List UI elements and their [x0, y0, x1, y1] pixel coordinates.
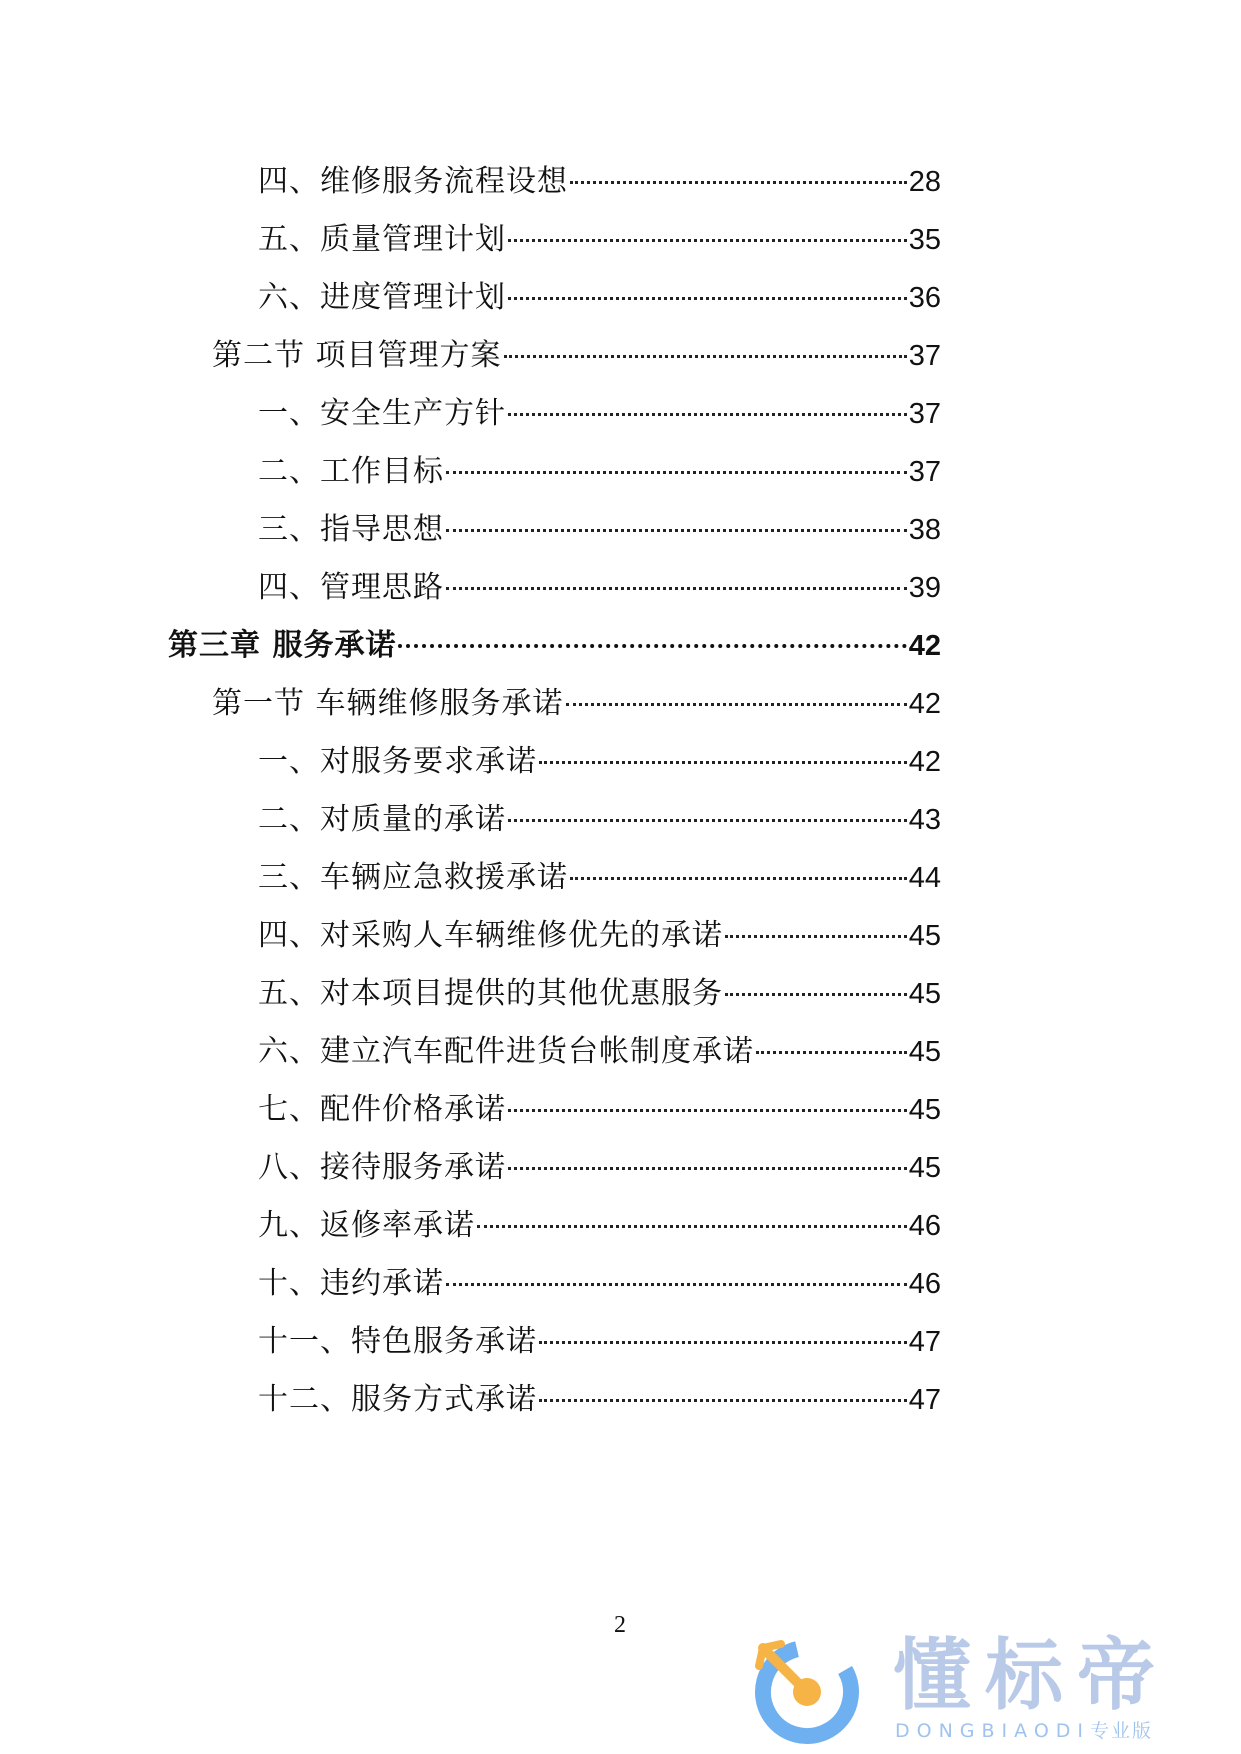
dot-leader — [570, 877, 907, 880]
toc-entry-page: 46 — [908, 1210, 941, 1242]
toc-entry-title: 三、指导思想 — [258, 512, 444, 547]
toc-entry-title: 二、工作目标 — [258, 454, 444, 489]
toc-entry-title: 五、对本项目提供的其他优惠服务 — [258, 976, 723, 1011]
toc-entry[interactable] — [258, 1264, 941, 1304]
toc-entry-page: 36 — [908, 282, 941, 314]
toc-entry-page: 35 — [908, 224, 941, 256]
toc-entry[interactable] — [258, 800, 941, 840]
toc-entry-page: 45 — [908, 920, 941, 952]
dot-leader — [508, 297, 907, 300]
toc-entry-title: 七、配件价格承诺 — [258, 1092, 506, 1127]
toc-entry[interactable] — [258, 916, 941, 956]
target-icon — [745, 1630, 865, 1750]
dot-leader — [539, 1341, 907, 1344]
dot-leader — [477, 1225, 907, 1228]
toc-entry-page: 38 — [908, 514, 941, 546]
toc-entry[interactable] — [258, 1032, 941, 1072]
toc-entry-page: 37 — [908, 456, 941, 488]
toc-entry[interactable] — [258, 742, 941, 782]
toc-entry-title: 四、管理思路 — [258, 570, 444, 605]
toc-entry[interactable] — [258, 278, 941, 318]
toc-entry-page: 42 — [908, 630, 941, 662]
dot-leader — [398, 644, 906, 648]
toc-chapter-entry[interactable] — [168, 626, 941, 666]
toc-entry-title: 二、对质量的承诺 — [258, 802, 506, 837]
dot-leader — [508, 819, 907, 822]
watermark-subtitle — [895, 1718, 1153, 1744]
toc-entry[interactable] — [212, 336, 941, 376]
toc-entry-page: 43 — [908, 804, 941, 836]
toc-entry-title: 六、进度管理计划 — [258, 280, 506, 315]
toc-entry[interactable] — [258, 1090, 941, 1130]
toc-entry[interactable] — [258, 568, 941, 608]
toc-entry-title: 五、质量管理计划 — [258, 222, 506, 257]
dot-leader — [508, 239, 907, 242]
toc-entry[interactable] — [258, 1206, 941, 1246]
page-number: 2 — [614, 1612, 626, 1638]
watermark-latin: DONGBIAODI — [895, 1720, 1091, 1742]
toc-entry[interactable] — [258, 394, 941, 434]
toc-entry[interactable] — [258, 1322, 941, 1362]
dot-leader — [446, 1283, 907, 1286]
toc-entry-page: 42 — [908, 688, 941, 720]
toc-entry-page: 45 — [908, 1036, 941, 1068]
toc-entry-title: 第一节 车辆维修服务承诺 — [212, 686, 564, 721]
toc-entry-title: 一、对服务要求承诺 — [258, 744, 537, 779]
toc-entry[interactable] — [258, 220, 941, 260]
dot-leader — [446, 587, 907, 590]
watermark-brand: 懂标帝 — [893, 1631, 1170, 1721]
watermark-edition: 专业版 — [1090, 1720, 1154, 1742]
toc-entry-title: 第二节 项目管理方案 — [212, 338, 502, 373]
toc-entry[interactable] — [258, 1380, 941, 1420]
dot-leader — [570, 181, 907, 184]
dot-leader — [446, 529, 907, 532]
dot-leader — [508, 413, 907, 416]
toc-entry-title: 九、返修率承诺 — [258, 1208, 475, 1243]
dot-leader — [504, 355, 907, 358]
toc-entry-title: 一、安全生产方针 — [258, 396, 506, 431]
toc-entry-page: 42 — [908, 746, 941, 778]
dot-leader — [725, 993, 907, 996]
toc-entry-page: 46 — [908, 1268, 941, 1300]
toc-entry-title: 四、对采购人车辆维修优先的承诺 — [258, 918, 723, 953]
toc-entry-page: 47 — [908, 1384, 941, 1416]
dot-leader — [566, 703, 907, 706]
toc-entry[interactable] — [212, 684, 941, 724]
toc-entry[interactable] — [258, 1148, 941, 1188]
toc-entry-title: 十一、特色服务承诺 — [258, 1324, 537, 1359]
toc-entry-title: 十二、服务方式承诺 — [258, 1382, 537, 1417]
watermark — [745, 1630, 1215, 1750]
dot-leader — [725, 935, 907, 938]
toc-entry-title: 六、建立汽车配件进货台帐制度承诺 — [258, 1034, 754, 1069]
toc-entry[interactable] — [258, 162, 941, 202]
dot-leader — [508, 1167, 907, 1170]
dot-leader — [539, 761, 907, 764]
toc-entry-title: 十、违约承诺 — [258, 1266, 444, 1301]
toc-entry-page: 37 — [908, 340, 941, 372]
toc-entry-page: 37 — [908, 398, 941, 430]
toc-entry-title: 三、车辆应急救援承诺 — [258, 860, 568, 895]
toc-entry-page: 45 — [908, 1094, 941, 1126]
toc-entry-page: 47 — [908, 1326, 941, 1358]
toc-entry[interactable] — [258, 974, 941, 1014]
toc-entry[interactable] — [258, 510, 941, 550]
dot-leader — [446, 471, 907, 474]
toc-entry-page: 45 — [908, 978, 941, 1010]
toc-entry-page: 28 — [908, 166, 941, 198]
toc-entry[interactable] — [258, 858, 941, 898]
toc-entry-page: 45 — [908, 1152, 941, 1184]
dot-leader — [539, 1399, 907, 1402]
toc-entry-title: 第三章 服务承诺 — [168, 628, 397, 663]
toc-entry-page: 44 — [908, 862, 941, 894]
dot-leader — [756, 1051, 907, 1054]
toc-entry[interactable] — [258, 452, 941, 492]
toc-entry-page: 39 — [908, 572, 941, 604]
toc-entry-title: 四、维修服务流程设想 — [258, 164, 568, 199]
toc-entry-title: 八、接待服务承诺 — [258, 1150, 506, 1185]
dot-leader — [508, 1109, 907, 1112]
